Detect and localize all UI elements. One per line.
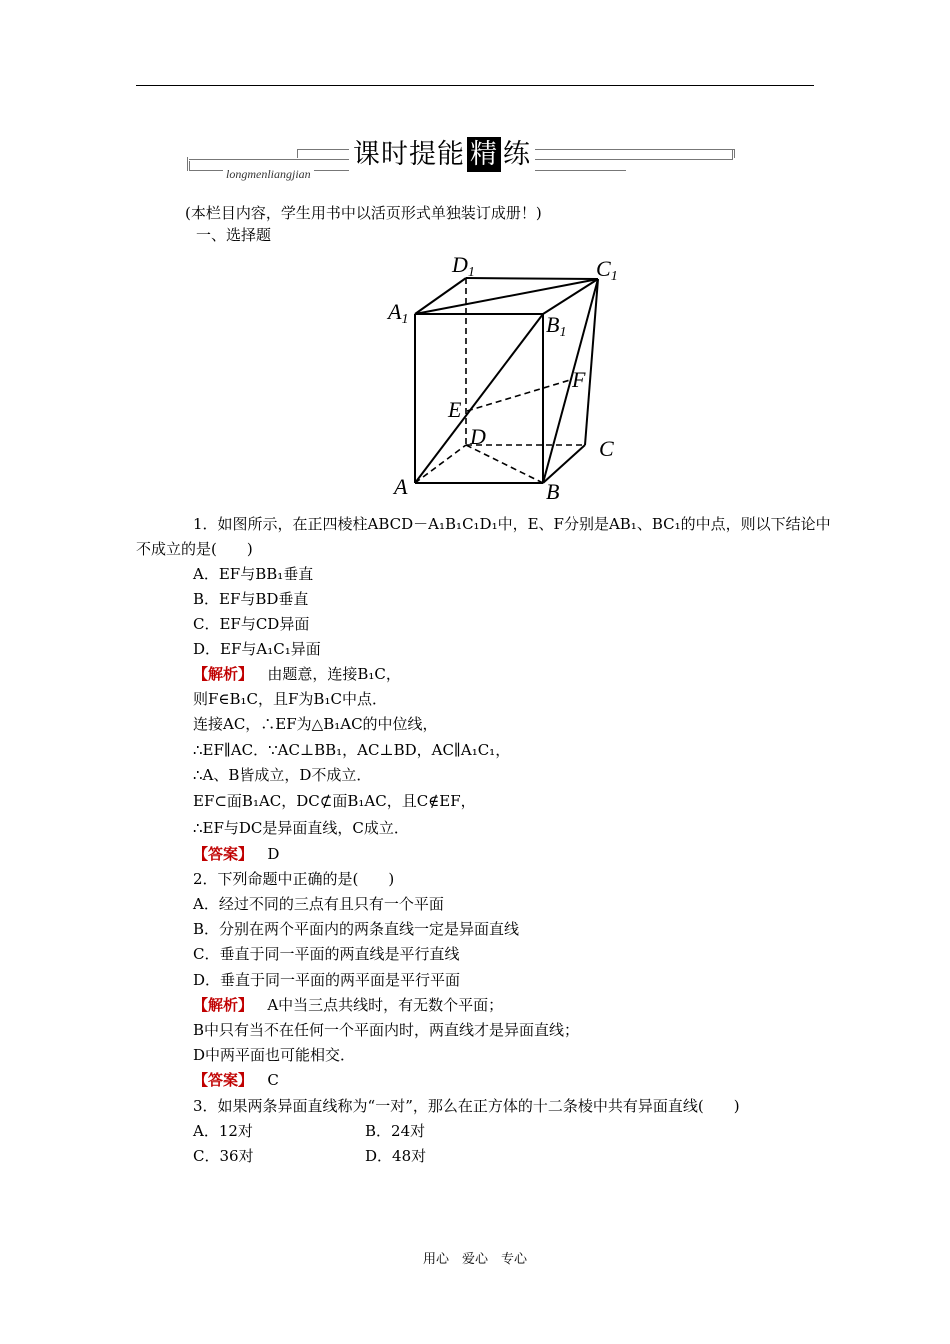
section-banner (185, 137, 735, 185)
q1-answer: 【答案】 D (193, 845, 280, 863)
q1-option-d: D．EF与A₁C₁异面 (193, 640, 321, 658)
q2-option-d: D．垂直于同一平面的两平面是平行平面 (193, 971, 461, 989)
label-E: E (448, 397, 462, 422)
q1-option-c: C．EF与CD异面 (193, 615, 310, 633)
q1-stem-line2: 不成立的是( ) (136, 540, 253, 558)
q1-analysis-line: 则F∈B₁C，且F为B₁C中点． (193, 690, 387, 708)
label-A1: A1 (388, 299, 409, 327)
intro-note: (本栏目内容，学生用书中以活页形式单独装订成册！) (185, 204, 542, 222)
banner-title-highlight: 精 (467, 137, 501, 172)
q1-analysis-line: 连接AC，∴EF为△B₁AC的中位线， (193, 715, 438, 733)
q1-option-a: A．EF与BB₁垂直 (193, 565, 314, 583)
q1-analysis-line: EF⊂面B₁AC，DC⊄面B₁AC，且C∉EF， (193, 792, 476, 810)
q1-analysis-line: ∴EF∥AC．∵AC⊥BB₁，AC⊥BD，AC∥A₁C₁， (193, 741, 511, 759)
answer-tag: 【答案】 (193, 1071, 254, 1089)
label-C1: C1 (596, 256, 618, 284)
q2-stem: 2．下列命题中正确的是( ) (193, 870, 395, 888)
analysis-tag: 【解析】 (193, 665, 254, 683)
analysis-tag: 【解析】 (193, 996, 254, 1014)
q1-analysis-first: 【解析】 由题意，连接B₁C， (193, 665, 401, 683)
q3-option-b: B．24对 (365, 1122, 426, 1140)
q2-analysis-line: B中只有当不在任何一个平面内时，两直线才是异面直线； (193, 1021, 580, 1039)
label-D: D (470, 424, 486, 449)
q2-option-c: C．垂直于同一平面的两直线是平行直线 (193, 945, 460, 963)
banner-title: 课时提能 精 练 (349, 137, 535, 173)
q2-answer: 【答案】 C (193, 1071, 279, 1089)
header-rule (136, 85, 814, 86)
q1-option-b: B．EF与BD垂直 (193, 590, 309, 608)
section-heading: 一、选择题 (196, 226, 272, 244)
page-footer: 用心 爱心 专心 (422, 1252, 527, 1267)
q2-analysis-line: D中两平面也可能相交． (193, 1046, 356, 1064)
label-C: C (599, 436, 614, 461)
label-A: A (394, 474, 408, 499)
prism-figure (380, 250, 620, 506)
q3-option-d: D．48对 (365, 1147, 427, 1165)
q2-analysis-first: 【解析】 A中当三点共线时，有无数个平面； (193, 996, 504, 1014)
label-F: F (572, 367, 586, 392)
answer-tag: 【答案】 (193, 845, 254, 863)
q1-analysis-line: ∴EF与DC是异面直线，C成立． (193, 819, 409, 837)
q3-option-a: A．12对 (193, 1122, 253, 1140)
q3-stem: 3．如果两条异面直线称为“一对”，那么在正方体的十二条棱中共有异面直线( ) (193, 1097, 740, 1115)
banner-subtitle: longmenliangjian (223, 167, 314, 182)
q2-option-b: B．分别在两个平面内的两条直线一定是异面直线 (193, 920, 520, 938)
label-B1: B1 (546, 312, 567, 340)
q2-option-a: A．经过不同的三点有且只有一个平面 (193, 895, 444, 913)
label-B: B (546, 479, 560, 504)
q1-stem-line1: 1．如图所示，在正四棱柱ABCD－A₁B₁C₁D₁中，E、F分别是AB₁、BC₁的中点，则以下结论中 (193, 515, 831, 533)
label-D1: D1 (452, 252, 475, 280)
q1-analysis-line: ∴A、B皆成立，D不成立． (193, 766, 372, 784)
q3-option-c: C．36对 (193, 1147, 254, 1165)
